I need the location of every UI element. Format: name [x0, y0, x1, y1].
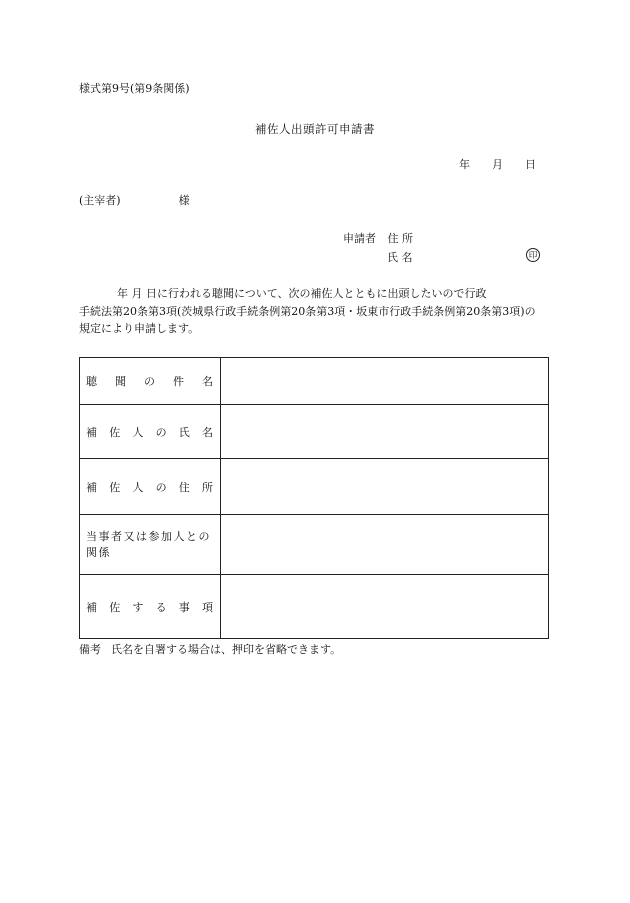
document-title: 補佐人出頭許可申請書	[255, 122, 375, 136]
date-month: 月	[492, 158, 503, 171]
row-label-char: 名	[202, 375, 214, 388]
row-label-char: の	[155, 480, 168, 494]
row-label	[80, 515, 221, 575]
row-label-char: 補	[86, 480, 98, 494]
application-table	[79, 357, 549, 639]
row-label-char: 補	[86, 600, 98, 614]
row-label	[80, 405, 221, 459]
row-label-char: 所	[201, 480, 214, 494]
applicant-name-row	[387, 249, 413, 265]
row-value-field[interactable]	[221, 575, 549, 639]
row-label-char: 人	[132, 425, 145, 439]
row-label-char: 佐	[109, 600, 122, 614]
remarks-text: 氏名を自署する場合は、押印を省略できます。	[111, 643, 342, 656]
address-label: 住 所	[387, 232, 413, 245]
name-label: 氏 名	[387, 251, 413, 264]
application-statement	[79, 285, 549, 338]
applicant-address-row	[343, 230, 413, 246]
remarks-note	[79, 641, 341, 657]
row-label-char: 佐	[109, 425, 122, 439]
row-value-field[interactable]	[221, 358, 549, 405]
row-label-char: す	[132, 600, 145, 614]
row-label-char: る	[155, 600, 168, 614]
row-label-char: の	[155, 425, 168, 439]
addressee-label: (主宰者)	[79, 194, 121, 207]
row-label-char: 事	[178, 600, 191, 614]
remarks-tag: 備考	[79, 643, 101, 656]
row-label	[80, 358, 221, 405]
row-label-char: 項	[201, 600, 214, 614]
applicant-label: 申請者	[343, 232, 376, 245]
statement-line-3: 規定により申請します。	[79, 322, 200, 335]
row-value-field[interactable]	[221, 459, 549, 515]
row-value-field[interactable]	[221, 515, 549, 575]
table-row	[80, 459, 549, 515]
row-label-char: 佐	[109, 480, 122, 494]
statement-line-1: 年 月 日に行われる聴聞について、次の補佐人とともに出頭したいので行政	[117, 287, 487, 300]
row-label	[80, 459, 221, 515]
addressee-suffix: 様	[178, 194, 190, 207]
row-label-char: 氏	[178, 425, 191, 439]
table-row	[80, 575, 549, 639]
date-year: 年	[459, 158, 470, 171]
row-label-char: 聞	[115, 375, 127, 388]
row-label	[80, 575, 221, 639]
row-label-char: 聴	[86, 375, 98, 388]
seal-mark-icon: 印	[526, 248, 540, 262]
row-label-char: 住	[178, 480, 191, 494]
row-value-field[interactable]	[221, 405, 549, 459]
row-label-char: 補	[86, 425, 98, 439]
row-label-char: 名	[201, 425, 214, 439]
table-row	[80, 405, 549, 459]
date-line	[459, 156, 536, 172]
row-label-char: の	[144, 375, 156, 388]
row-label-char: 人	[132, 480, 145, 494]
row-label-text: 当事者又は参加人との関係	[86, 529, 211, 559]
row-label-char: 件	[173, 375, 185, 388]
statement-line-2: 手続法第20条第3項(茨城県行政手続条例第20条第3項・坂東市行政手続条例第20条第3項)の	[79, 304, 536, 318]
table-row	[80, 358, 549, 405]
date-day: 日	[525, 158, 536, 171]
addressee-line	[79, 192, 190, 208]
form-number-label: 様式第9号(第9条関係)	[79, 82, 190, 95]
table-row	[80, 515, 549, 575]
